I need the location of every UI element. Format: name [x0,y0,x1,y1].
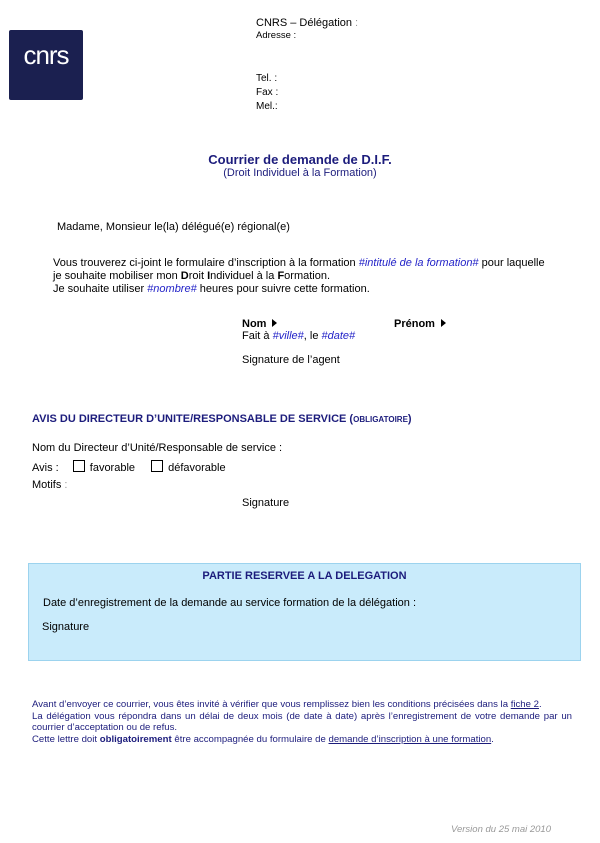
formation-title-placeholder: #intitulé de la formation# [358,257,479,269]
favorable-label: favorable [89,462,136,474]
letter-line-3: Je souhaite utiliser #nombre# heures pour suivre cette formation. [53,283,370,295]
avis-heading: AVIS DU DIRECTEUR D’UNITE/RESPONSABLE DE SERVICE (OBLIGATOIRE) [32,413,412,425]
cnrs-logo [9,30,83,100]
fiche-2-link[interactable]: fiche 2 [510,699,539,710]
logo-text: cnrs [23,40,69,70]
fait-a-line: Fait à #ville#, le #date# [242,330,356,342]
letter-body [53,257,573,296]
delegation-heading: PARTIE RESERVEE A LA DELEGATION [202,570,407,582]
hours-placeholder: #nombre# [147,283,197,295]
registration-date-label: Date d’enregistrement de la demande au service formation de la délégation : [43,597,417,609]
delegation-header: CNRS – Délégation : [256,17,359,29]
mel-label: Mel.: [256,101,278,112]
nom-field: Nom [242,318,277,330]
letter-line-2: je souhaite mobiliser mon Droit Individuel à la Formation. [53,270,331,282]
version-label: Version du 25 mai 2010 [451,824,551,835]
tel-label: Tel. : [256,73,278,84]
inscription-form-link[interactable]: demande d’inscription à une formation [328,733,492,745]
document-title: Courrier de demande de D.I.F. [208,152,392,167]
document-subtitle: (Droit Individuel à la Formation) [223,167,377,179]
defavorable-label: défavorable [168,462,226,474]
defavorable-checkbox[interactable] [151,460,163,472]
triangle-right-icon [272,319,277,327]
directeur-name-label: Nom du Directeur d’Unité/Responsable de service : [32,442,283,454]
footer-note-3: Cette lettre doit obligatoirement être accompagnée du formulaire de demande d’inscription à une formation. [32,733,494,745]
fax-label: Fax : [256,87,279,98]
salutation: Madame, Monsieur le(la) délégué(e) régional(e) [57,221,290,233]
footer-note-1: Avant d’envoyer ce courrier, vous êtes invité à vérifier que vous remplissez bien les conditions précisées dans la fiche 2. [32,699,542,710]
favorable-checkbox[interactable] [73,460,85,472]
ville-placeholder: #ville# [272,330,304,342]
motifs-label: Motifs : [32,479,68,491]
delegation-signature-label: Signature [42,621,90,633]
director-signature-label: Signature [242,497,290,509]
prenom-field: Prénom [394,318,446,330]
adresse-label: Adresse : [256,30,297,41]
avis-label: Avis : [32,462,59,474]
cnrs-delegation-label: CNRS – Délégation [256,17,352,29]
avis-row [32,460,226,474]
triangle-right-icon [441,319,446,327]
agent-signature-label: Signature de l’agent [242,354,340,366]
letter-line-1: Vous trouverez ci-joint le formulaire d’inscription à la formation #intitulé de la formation# pour laquelle [53,257,545,269]
date-placeholder: #date# [321,330,356,342]
footer-note-2: La délégation vous répondra dans un délai de deux mois (de date à date) après l’enregistrement de votre demande par un courrier d’acceptation ou de refus. [32,710,572,733]
delegation-reserved-box [28,563,581,661]
footer-notes [32,699,572,745]
